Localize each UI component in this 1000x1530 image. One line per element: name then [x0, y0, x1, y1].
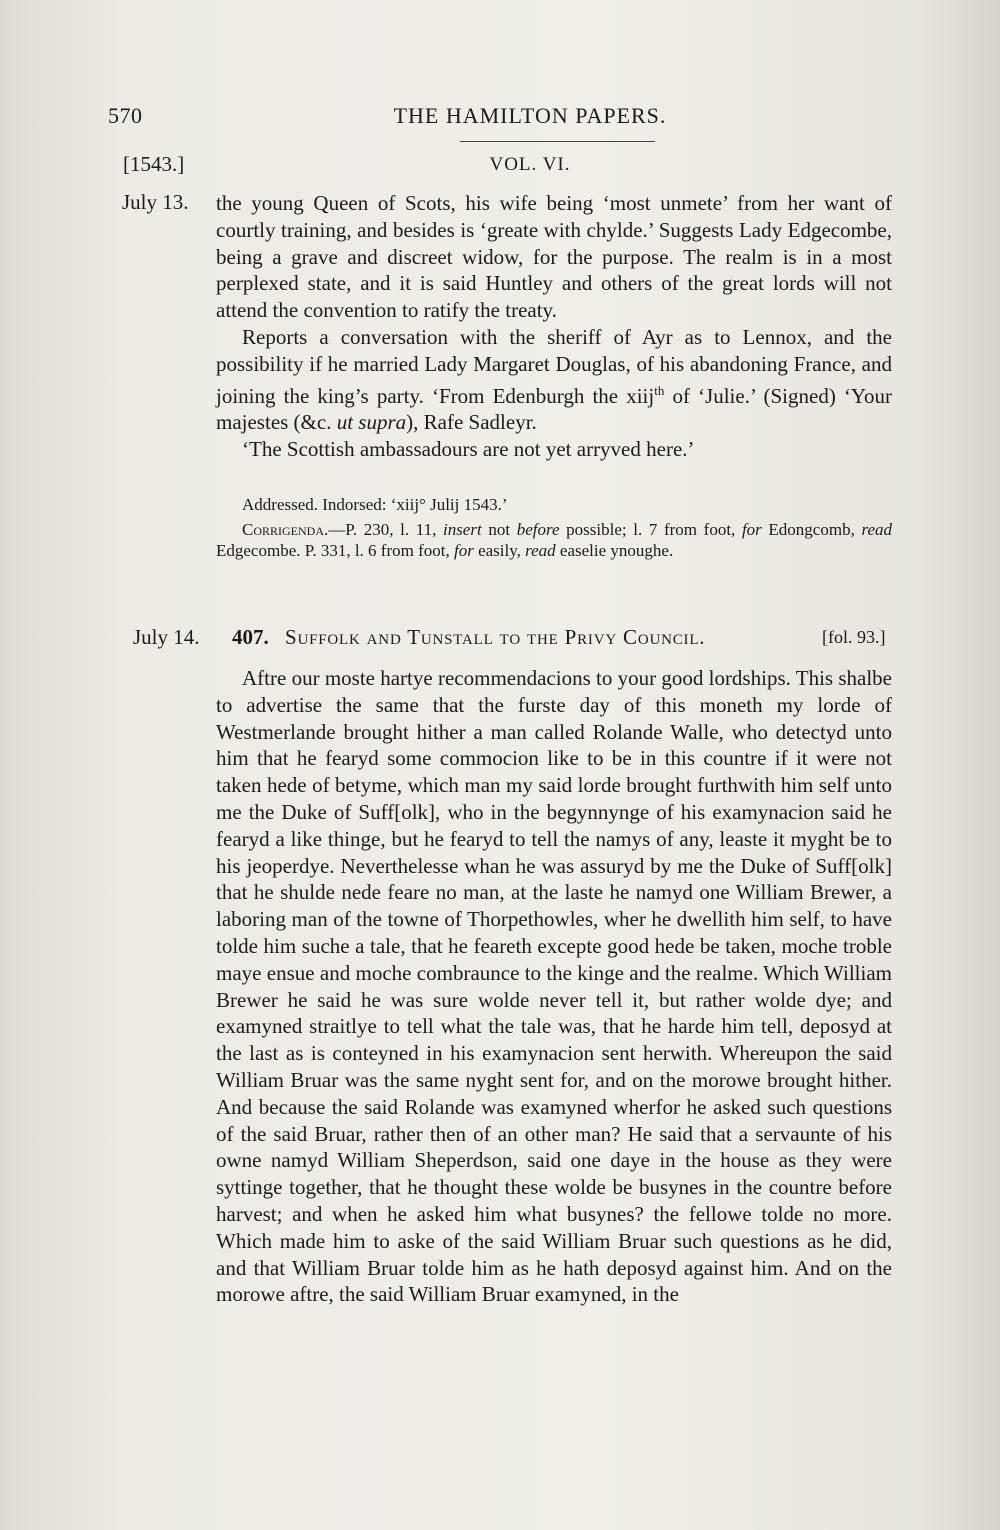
text-run: easily, [473, 541, 526, 560]
italic-run: read [525, 541, 556, 560]
entry-continuation [216, 190, 892, 463]
page-number: 570 [108, 103, 143, 128]
letter-body [216, 665, 892, 1308]
document-number: 407. [232, 625, 269, 649]
running-head [0, 103, 1000, 133]
italic-run: for [453, 541, 474, 560]
italic-run: read [861, 519, 892, 539]
margin-date-july-13: July 13. [122, 190, 189, 214]
addressed-note: Addressed. Indorsed: ‘xiij° Julij 1543.’ [242, 495, 508, 514]
folio-reference: [fol. 93.] [822, 627, 886, 647]
margin-date-july-14: July 14. [133, 625, 200, 649]
paragraph: ‘The Scottish ambassadours are not yet arryved here.’ [242, 437, 695, 462]
endorsement-notes [216, 494, 892, 562]
paragraph: the young Queen of Scots, his wife being ‘most unmete’ from her want of courtly training, and besides is ‘greate with chylde.’ Suggests Lady Edgecombe, being a grave and discreet widow, for the purpose. The realm is in a most perplexed state, and it is said Huntley and others of the great lords will not attend the convention to ratify the treaty. [216, 191, 892, 323]
running-title: THE HAMILTON PAPERS. [393, 103, 667, 128]
paragraph [216, 324, 892, 436]
italic-run: ut supra [336, 410, 407, 435]
document-title: Suffolk and Tunstall to the Privy Council. [285, 625, 706, 649]
volume-label: VOL. VI. [489, 154, 571, 175]
text-run: Reports a conversation with the sheriff of Ayr as to Lennox, and the possibility if he married Lady Margaret Douglas, of his abandoning France, and joining the king’s party. ‘From Edenburgh the xiij [216, 324, 892, 408]
italic-run: before [516, 519, 560, 539]
text-run: easelie ynoughe. [555, 541, 674, 560]
paragraph: Aftre our moste hartye recommendacions to your good lordships. This shalbe to advertise the same that the furste day of this moneth my lorde of Westmerlande brought hither a man called Rolande Walle, who detectyd unto him that he fearyd some commocion like to be in this countre if it were not taken hede of betyme, which man my said lorde brought furthwith him self unto me the Duke of Suff[olk], who in the begynnynge of his examynacion said he fearyd a like thinge, but he fearyd to tell the namys of any, leaste it myght be to his jeoperdye. Neverthelesse whan he was assuryd by me the Duke of Suff[olk] that he shulde nede feare no man, at the laste he namyd one William Brewer, a laboring man of the towne of Thorpethowles, wher he dwellith him self, to have tolde him suche a tale, that he feareth excepte good hede be taken, moche troble maye ensue and moche combraunce to the kinge and the realme. Which William Brewer he said he was sure wolde never tell it, but rather wolde dye; and examyned straitlye to tell what the tale was, that he harde him tell, deposyd at the last as is conteyned in his examynacion sent herwith. Whereupon the said William Bruar was the same nyght sent for, and on the morowe brought hither. And because the said Rolande was examyned wherfor he asked such questions of the said Bruar, rather then of an other man? He said that a servaunte of his owne namyd William Sheperdson, said one daye in the house as they were syttinge together, that he thought these wolde be busynes in the countre before harvest; and when he asked him what busynes? the fellowe tolde no more. Which made him to aske of the said William Bruar such questions as he did, and that William Bruar tolde him as he hath deposyd against him. And on the morowe aftre, the said William Bruar examyned, in the [216, 666, 892, 1307]
text-run: Edgecombe. P. 331, l. 6 from foot, [216, 541, 454, 560]
corrigenda-label: Corrigenda. [242, 519, 329, 539]
sub-head [0, 152, 1000, 180]
italic-run: insert [442, 519, 482, 539]
corrigenda-note [216, 519, 892, 562]
text-run: of ‘Julie.’ (Signed) ‘Your majestes (&c. [216, 383, 892, 435]
text-run: ), Rafe Sadleyr. [406, 410, 537, 435]
header-rule [460, 141, 655, 142]
text-run: —P. 230, l. 11, [328, 519, 443, 539]
text-run: not [481, 519, 517, 539]
italic-run: for [741, 519, 762, 539]
entry-heading [0, 625, 1000, 655]
superscript: th [654, 382, 665, 398]
text-run: possible; l. 7 from foot, [559, 519, 742, 539]
text-run: Edongcomb, [761, 519, 862, 539]
year-label: [1543.] [123, 152, 185, 176]
